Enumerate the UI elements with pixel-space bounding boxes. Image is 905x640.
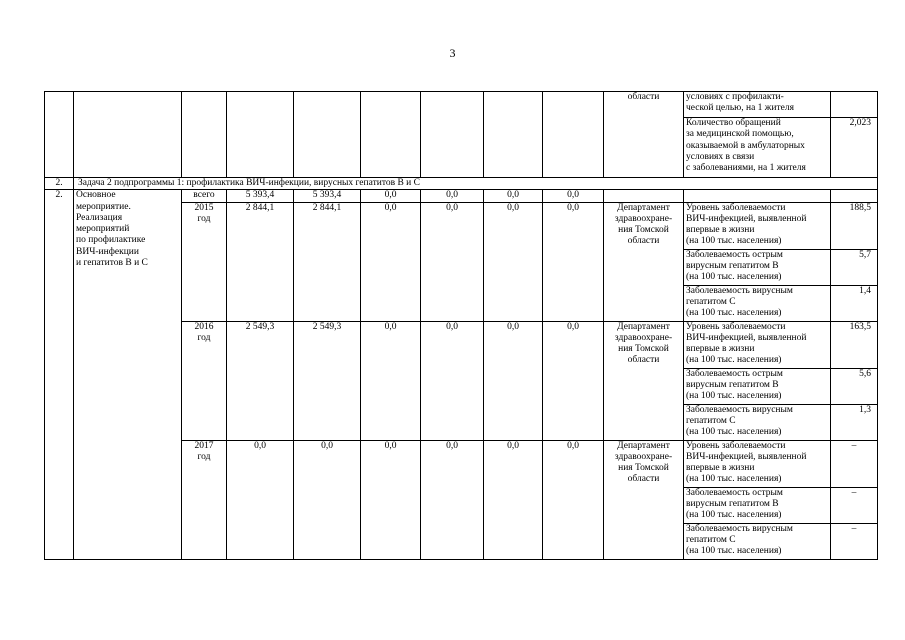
indicator-value: 188,5 — [831, 202, 878, 249]
total-value: 0,0 — [484, 190, 543, 202]
amount-cell: 0,0 — [484, 321, 543, 440]
amount-cell: 0,0 — [421, 440, 484, 559]
indicator-cell: Количество обращений за медицинской помощью, оказываемой в амбулаторных условиях в связи с заболеваниями, на 1 жителя — [684, 118, 831, 178]
year-cell: 2017 год — [182, 440, 227, 559]
amount-cell: 2 844,1 — [227, 202, 294, 321]
executor-cell: Департамент здравоохране- ния Томской области — [604, 321, 684, 440]
total-value: 5 393,4 — [227, 190, 294, 202]
amount-cell: 0,0 — [421, 202, 484, 321]
event-name: Основное мероприятие. Реализация мероприятий по профилактике ВИЧ-инфекции и гепатитов В и С — [74, 190, 182, 559]
amount-cell: 0,0 — [227, 440, 294, 559]
indicator-cell: Заболеваемость острым вирусным гепатитом В (на 100 тыс. населения) — [684, 487, 831, 523]
amount-cell: 2 549,3 — [294, 321, 361, 440]
amount-cell: 0,0 — [361, 321, 421, 440]
indicator-cell: Уровень заболеваемости ВИЧ-инфекцией, выявленной впервые в жизни (на 100 тыс. населения) — [684, 321, 831, 368]
table-row — [45, 92, 878, 118]
amount-cell: 0,0 — [543, 321, 604, 440]
executor-cell: Департамент здравоохране- ния Томской области — [604, 440, 684, 559]
indicator-cell: Уровень заболеваемости ВИЧ-инфекцией, выявленной впервые в жизни (на 100 тыс. населения) — [684, 440, 831, 487]
amount-cell: 0,0 — [361, 440, 421, 559]
indicator-cell: условиях с профилакти- ческой целью, на 1 жителя — [684, 92, 831, 118]
amount-cell: 0,0 — [543, 440, 604, 559]
indicator-cell: Заболеваемость острым вирусным гепатитом В (на 100 тыс. населения) — [684, 249, 831, 285]
indicator-value: – — [831, 487, 878, 523]
indicator-cell: Заболеваемость острым вирусным гепатитом В (на 100 тыс. населения) — [684, 368, 831, 404]
amount-cell: 2 549,3 — [227, 321, 294, 440]
total-value: 0,0 — [421, 190, 484, 202]
indicator-value: – — [831, 440, 878, 487]
indicator-value: 1,3 — [831, 404, 878, 440]
indicator-value: 5,7 — [831, 249, 878, 285]
indicator-value: 5,6 — [831, 368, 878, 404]
task-number: 2. — [45, 178, 74, 190]
indicator-value: – — [831, 523, 878, 559]
indicator-value: 2,023 — [831, 118, 878, 178]
page-number: 3 — [449, 46, 456, 60]
amount-cell: 0,0 — [294, 440, 361, 559]
executor-cell: Департамент здравоохране- ния Томской области — [604, 202, 684, 321]
total-label: всего — [182, 190, 227, 202]
amount-cell: 0,0 — [543, 202, 604, 321]
amount-cell: 2 844,1 — [294, 202, 361, 321]
year-cell: 2016 год — [182, 321, 227, 440]
total-value: 5 393,4 — [294, 190, 361, 202]
indicator-cell: Заболеваемость вирусным гепатитом С (на 100 тыс. населения) — [684, 523, 831, 559]
executor-cell: области — [604, 92, 684, 178]
amount-cell: 0,0 — [484, 440, 543, 559]
amount-cell: 0,0 — [421, 321, 484, 440]
amount-cell: 0,0 — [484, 202, 543, 321]
program-table — [44, 91, 878, 560]
indicator-value — [831, 92, 878, 118]
task-row — [45, 178, 878, 190]
event-number: 2. — [45, 190, 74, 559]
indicator-cell: Заболеваемость вирусным гепатитом С (на 100 тыс. населения) — [684, 404, 831, 440]
total-row — [45, 190, 878, 202]
indicator-value: 1,4 — [831, 285, 878, 321]
amount-cell: 0,0 — [361, 202, 421, 321]
indicator-cell: Уровень заболеваемости ВИЧ-инфекцией, выявленной впервые в жизни (на 100 тыс. населения) — [684, 202, 831, 249]
task-title: Задача 2 подпрограммы 1: профилактика ВИЧ-инфекции, вирусных гепатитов В и С — [74, 178, 878, 190]
total-value: 0,0 — [543, 190, 604, 202]
total-value: 0,0 — [361, 190, 421, 202]
year-cell: 2015 год — [182, 202, 227, 321]
indicator-value: 163,5 — [831, 321, 878, 368]
indicator-cell: Заболеваемость вирусным гепатитом С (на 100 тыс. населения) — [684, 285, 831, 321]
